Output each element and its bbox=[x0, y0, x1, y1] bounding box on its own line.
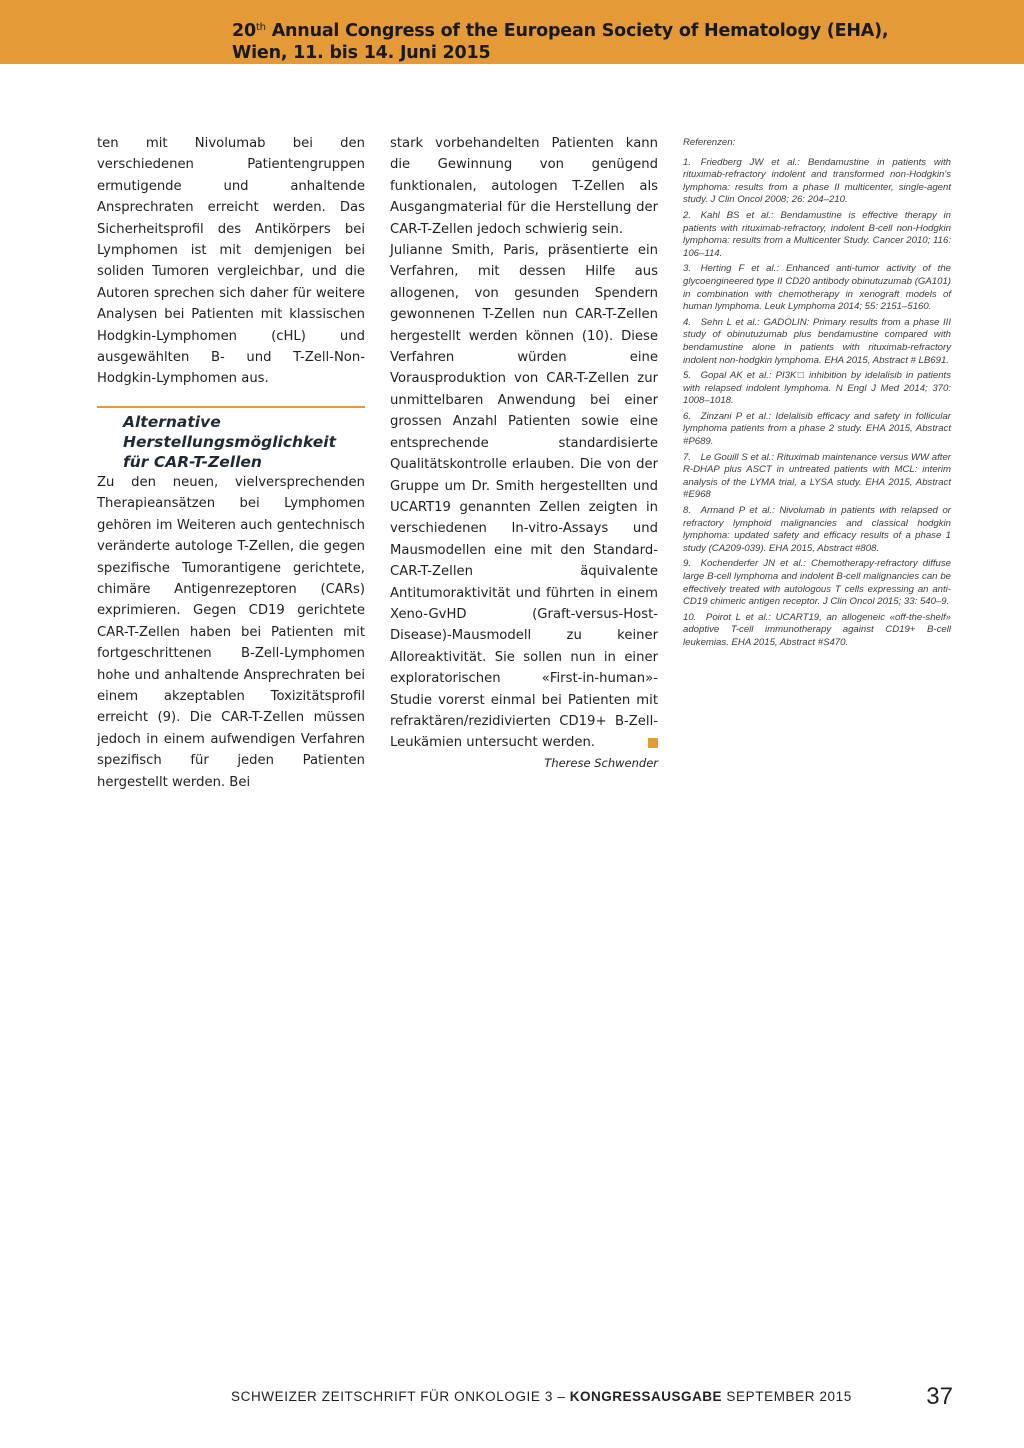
issue-type: KONGRESSAUSGABE bbox=[569, 1389, 723, 1404]
page-header-title bbox=[232, 20, 888, 64]
article-paragraph: Julianne Smith, Paris, präsentierte ein Verfahren, mit dessen Hilfe aus allogenen, von gesunden Spendern gewonnenen T-Zellen nun CAR-T-Zellen hergestellt werden können (10). Diese Verfahren würden eine Vorausproduktion von CAR-T-Zellen zur unmittelbaren Anwendung bei einer grossen Anzahl Patienten sowie eine entsprechende standardisierte Qualitätskontrolle erlauben. Die von der Gruppe um Dr. Smith hergestellten und UCART19 genannten Zellen zeigten in verschiedenen In-vitro-Assays und Mausmodellen eine mit den Standard-CAR-T-Zellen äquivalente Antitumoraktivität und führten in einem Xeno-GvHD (Graft-versus-Host-Disease)-Mausmodell zu keiner Alloreaktivität. Sie sollen nun in einer exploratorischen «First-in-human»-Studie vorerst einmal bei Patienten mit refraktären/rezidivierten CD19+ B-Zell-Leukämien untersucht werden. bbox=[390, 243, 658, 751]
header-title-ordinal-suffix: th bbox=[255, 22, 266, 33]
subheading-line: Herstellungsmöglichkeit bbox=[123, 432, 337, 451]
reference-item: 1. Friedberg JW et al.: Bendamustine in patients with rituximab-refractory indolent and transformed non-Hodgkin's lymphoma: results from a phase II multicenter, single-agent study. J Clin Oncol 2008; 26: 204–210. bbox=[683, 156, 951, 206]
journal-name bbox=[231, 1389, 852, 1404]
page-number: 37 bbox=[926, 1383, 953, 1410]
reference-item: 3. Herting F et al.: Enhanced anti-tumor activity of the glycoengineered type II CD20 antibody obinutuzumab (GA101) in combination with chemotherapy in xenograft models of human lymphoma. Leuk Lymphoma 2014; 55: 2151–5160. bbox=[683, 263, 951, 313]
article-column-2 bbox=[390, 133, 658, 771]
reference-item: 2. Kahl BS et al.: Bendamustine is effective therapy in patients with rituximab-refractory, indolent B-cell non-Hodgkin lymphoma: results from a Multicenter Study. Cancer 2010; 116: 106–114. bbox=[683, 209, 951, 259]
end-of-article-square-icon bbox=[648, 738, 658, 748]
reference-item: 7. Le Gouill S et al.: Rituximab maintenance versus WW after R-DHAP plus ASCT in untreated patients with MCL: interim analysis of the LYMA trial, a LYSA study. EHA 2015, Abstract #E968 bbox=[683, 451, 951, 501]
reference-item: 5. Gopal AK et al.: PI3K□ inhibition by idelalisib in patients with relapsed indolent lymphoma. N Engl J Med 2014; 370: 1008–1018. bbox=[683, 370, 951, 407]
article-column-1 bbox=[97, 133, 365, 793]
reference-item: 9. Kochenderfer JN et al.: Chemotherapy-refractory diffuse large B-cell lymphoma and indolent B-cell malignancies can be effectively treated with autologous T cells expressing an anti-CD19 chimeric antigen receptor. J Clin Oncol 2015; 33: 540–9. bbox=[683, 558, 951, 608]
references-list bbox=[683, 137, 951, 653]
journal-title: SCHWEIZER ZEITSCHRIFT FÜR ONKOLOGIE 3 – bbox=[231, 1389, 570, 1404]
header-title-line2: Wien, 11. bis 14. Juni 2015 bbox=[232, 43, 491, 63]
article-author: Therese Schwender bbox=[544, 755, 658, 770]
header-bar bbox=[0, 0, 1024, 64]
section-divider bbox=[97, 406, 365, 408]
article-paragraph: Zu den neuen, vielversprechenden Therapieansätzen bei Lymphomen gehören im Weiteren auch gentechnisch veränderte autologe T-Zellen, die gegen spezifische Tumorantigene gerichtete, chimäre Antigenrezeptoren (CARs) exprimieren. Gegen CD19 gerichtete CAR-T-Zellen haben bei Patienten mit fortgeschrittenen B-Zell-Lymphomen hohe und anhaltende Ansprechraten bei einem akzeptablen Toxizitätsprofil erreicht (9). Die CAR-T-Zellen müssen jedoch in einem aufwendigen Verfahren spezifisch für jeden Patienten hergestellt werden. Bei bbox=[97, 474, 365, 790]
header-title-line1: Annual Congress of the European Society of Hematology (EHA), bbox=[265, 21, 889, 41]
article-paragraph: stark vorbehandelten Patienten kann die Gewinnung von genügend funktionalen, autologen T-Zellen als Ausgangmaterial für die Herstellung der CAR-T-Zellen jedoch schwierig sein. bbox=[390, 136, 658, 237]
reference-item: 4. Sehn L et al.: GADOLIN: Primary results from a phase III study of obinutuzumab plus bendamustine compared with bendamustine alone in patients with rituximab-refractory indolent non-hodgkin lymphoma. EHA 2015, Abstract # LB691. bbox=[683, 316, 951, 366]
reference-item: 6. Zinzani P et al.: Idelalisib efficacy and safety in follicular lymphoma patients from a phase 2 study. EHA 2015, Abstract #P689. bbox=[683, 410, 951, 448]
page-footer bbox=[231, 1383, 953, 1413]
subheading-line: Alternative bbox=[123, 412, 221, 431]
reference-item: 10. Poirot L et al.: UCART19, an allogeneic «off-the-shelf» adoptive T-cell immunotherapy against CD19+ B-cell leukemias. EHA 2015, Abstract #S470. bbox=[683, 611, 951, 648]
issue-date: SEPTEMBER 2015 bbox=[722, 1389, 852, 1404]
subheading-line: für CAR-T-Zellen bbox=[123, 452, 262, 471]
section-subheading bbox=[123, 412, 365, 472]
header-title-ordinal: 20 bbox=[232, 21, 256, 41]
reference-item: 8. Armand P et al.: Nivolumab in patients with relapsed or refractory lymphoid malignancies and classical hodgkin lymphoma: updated safety and efficacy results of a phase 1 study (CA209-039). EHA 2015, Abstract #808. bbox=[683, 505, 951, 554]
article-paragraph: ten mit Nivolumab bei den verschiedenen Patientengruppen ermutigende und anhaltende Ansprechraten erreicht werden. Das Sicherheitsprofil des Antikörpers bei Lymphomen ist mit demjenigen bei soliden Tumoren vergleichbar, und die Autoren sprechen sich daher für weitere Analysen bei Patienten mit klassischen Hodgkin-Lymphomen (cHL) und ausgewählten B- und T-Zell-Non-Hodgkin-Lymphomen aus. bbox=[97, 136, 365, 387]
article-paragraph-with-end-mark bbox=[390, 240, 658, 754]
references-heading: Referenzen: bbox=[683, 137, 736, 148]
